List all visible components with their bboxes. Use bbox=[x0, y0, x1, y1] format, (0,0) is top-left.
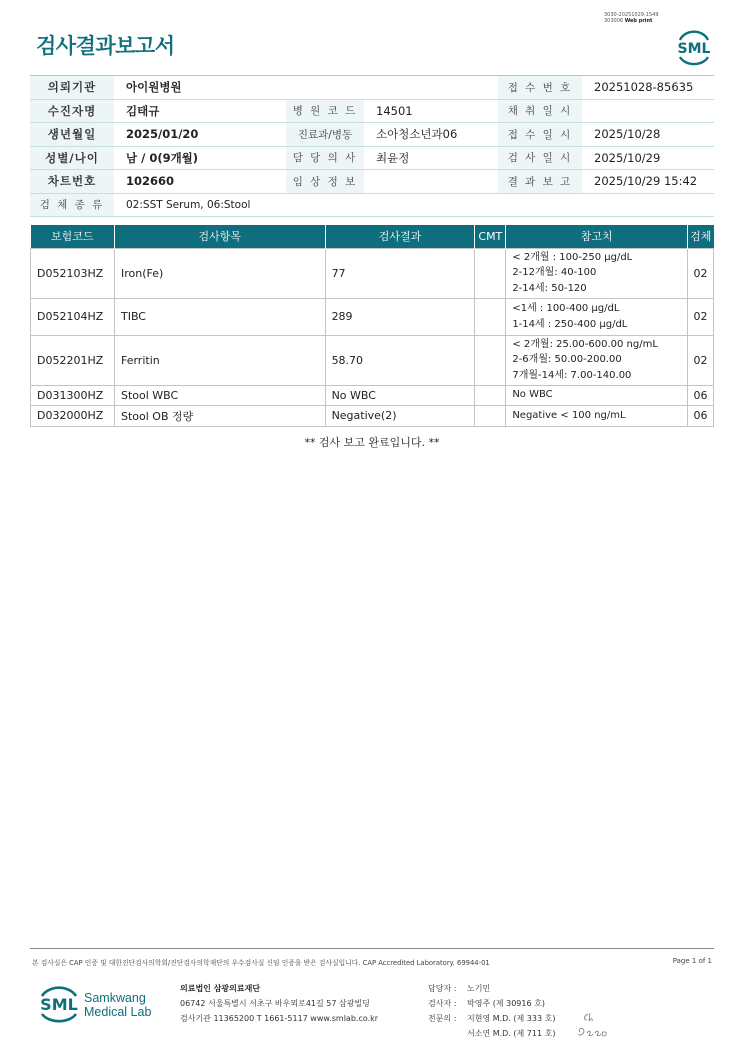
table-row bbox=[31, 385, 714, 405]
column-header-specimen: 검체 bbox=[687, 225, 713, 248]
specimen-code: 02 bbox=[687, 248, 713, 298]
reference-line: Negative < 100 ng/mL bbox=[512, 409, 626, 421]
info-value-empty bbox=[364, 76, 498, 99]
test-result: No WBC bbox=[325, 385, 475, 405]
patient-info-table bbox=[30, 75, 714, 217]
requesting-institution-value: 아이원병원 bbox=[126, 80, 182, 95]
test-result: Negative(2) bbox=[325, 405, 475, 426]
staff-label: 담당자 : bbox=[428, 984, 457, 993]
staff-line bbox=[428, 1011, 555, 1026]
patient-name-value: 김태규 bbox=[126, 103, 160, 118]
reference-line: < 2개월 : 100-250 µg/dL bbox=[512, 251, 633, 263]
reference-range bbox=[506, 385, 688, 405]
info-label: 결 과 보 고 bbox=[498, 170, 582, 193]
insurance-code: D052104HZ bbox=[31, 298, 115, 335]
specimen-code: 02 bbox=[687, 298, 713, 335]
reference-line: 1-14세 : 250-400 µg/dL bbox=[512, 318, 628, 330]
received-date-value: 2025/10/28 bbox=[594, 127, 661, 142]
reference-line: 2-6개월: 50.00-200.00 bbox=[512, 354, 622, 366]
insurance-code: D032000HZ bbox=[31, 405, 115, 426]
column-header-reference: 참고치 bbox=[506, 225, 688, 248]
comment bbox=[475, 298, 506, 335]
footer-divider bbox=[30, 948, 714, 949]
staff-name: 박영주 (제 30916 호) bbox=[467, 999, 545, 1008]
column-header-result: 검사결과 bbox=[325, 225, 475, 248]
comment bbox=[475, 248, 506, 298]
column-header-item: 검사항목 bbox=[114, 225, 325, 248]
document-code-line2: 303006 bbox=[604, 18, 624, 24]
test-item: Iron(Fe) bbox=[114, 248, 325, 298]
hospital-code-value: 14501 bbox=[376, 103, 413, 118]
sml-logo-icon bbox=[672, 26, 716, 66]
info-label: 채 취 일 시 bbox=[498, 100, 582, 123]
specimen-type-label: 검 체 종 류 bbox=[30, 194, 114, 217]
test-item: Stool OB 정량 bbox=[114, 405, 325, 426]
samkwang-logo-mark: SML bbox=[40, 995, 78, 1014]
staff-line bbox=[428, 981, 555, 996]
table-row bbox=[31, 248, 714, 298]
staff-name: 노기민 bbox=[467, 984, 491, 993]
info-label: 접 수 번 호 bbox=[498, 76, 582, 99]
sml-logo-text: SML bbox=[677, 41, 711, 57]
report-title: 검사결과보고서 bbox=[36, 34, 175, 58]
info-label: 담 당 의 사 bbox=[286, 147, 364, 170]
info-label: 진료과/병동 bbox=[286, 123, 364, 146]
info-label: 병 원 코 드 bbox=[286, 100, 364, 123]
document-code bbox=[604, 12, 659, 24]
staff-line bbox=[428, 996, 555, 1011]
results-header-row bbox=[31, 225, 714, 248]
info-label: 성별/나이 bbox=[30, 147, 114, 170]
info-label: 임 상 정 보 bbox=[286, 170, 364, 193]
test-result: 289 bbox=[325, 298, 475, 335]
document-code-line1: 3030-20251029-1549 bbox=[604, 12, 659, 18]
reference-range bbox=[506, 298, 688, 335]
results-table bbox=[30, 225, 714, 427]
samkwang-logo-icon bbox=[36, 980, 162, 1026]
reference-line: 7개월-14세: 7.00-140.00 bbox=[512, 369, 632, 381]
patient-info-row bbox=[30, 123, 714, 147]
info-label: 수진자명 bbox=[30, 100, 114, 123]
chart-number-value: 102660 bbox=[126, 174, 175, 189]
reference-line: 2-14세: 50-120 bbox=[512, 282, 587, 294]
staff-info bbox=[428, 981, 555, 1041]
patient-info-row bbox=[30, 147, 714, 171]
staff-name: 서소연 M.D. (제 711 호) bbox=[467, 1029, 556, 1038]
accession-number-value: 20251028-85635 bbox=[594, 80, 694, 95]
info-label: 검 사 일 시 bbox=[498, 147, 582, 170]
reference-line: 2-12개월: 40-100 bbox=[512, 267, 597, 279]
web-print-label: Web print bbox=[624, 18, 653, 24]
table-row bbox=[31, 405, 714, 426]
table-row bbox=[31, 335, 714, 385]
test-item: Stool WBC bbox=[114, 385, 325, 405]
staff-line bbox=[428, 1026, 555, 1041]
test-item: TIBC bbox=[114, 298, 325, 335]
specimen-code: 06 bbox=[687, 405, 713, 426]
report-complete-notice: ** 검사 보고 완료입니다. ** bbox=[304, 436, 440, 449]
insurance-code: D052201HZ bbox=[31, 335, 115, 385]
info-label-empty bbox=[286, 76, 364, 99]
accreditation-note: 본 검사실은 CAP 인증 및 대한진단검사의학회/진단검사의학재단의 우수검사실 신임 인증을 받은 검사실입니다. CAP Accredited Laboratory. 69944-01 bbox=[32, 959, 490, 967]
specimen-code: 02 bbox=[687, 335, 713, 385]
specimen-type-value: 02:SST Serum, 06:Stool bbox=[126, 198, 251, 211]
staff-label: 검사자 : bbox=[428, 999, 457, 1008]
signature-icon bbox=[576, 1010, 610, 1040]
specimen-code: 06 bbox=[687, 385, 713, 405]
birth-date-value: 2025/01/20 bbox=[126, 127, 199, 142]
collection-date-value bbox=[582, 100, 714, 123]
staff-name: 지현영 M.D. (제 333 호) bbox=[467, 1014, 556, 1023]
reference-range bbox=[506, 335, 688, 385]
logo-name-line1: Samkwang bbox=[84, 991, 146, 1005]
table-row bbox=[31, 298, 714, 335]
column-header-code: 보험코드 bbox=[31, 225, 115, 248]
reference-line: <1세 : 100-400 µg/dL bbox=[512, 303, 620, 314]
comment bbox=[475, 335, 506, 385]
insurance-code: D031300HZ bbox=[31, 385, 115, 405]
reference-range bbox=[506, 248, 688, 298]
column-header-cmt: CMT bbox=[475, 225, 506, 248]
patient-info-row bbox=[30, 76, 714, 100]
page-number: Page 1 of 1 bbox=[672, 957, 712, 965]
test-date-value: 2025/10/29 bbox=[594, 150, 661, 165]
insurance-code: D052103HZ bbox=[31, 248, 115, 298]
specimen-type-row bbox=[30, 194, 714, 218]
reference-range bbox=[506, 405, 688, 426]
patient-info-row bbox=[30, 170, 714, 194]
patient-info-row bbox=[30, 100, 714, 124]
attending-doctor-value: 최윤정 bbox=[376, 150, 410, 165]
test-result: 58.70 bbox=[325, 335, 475, 385]
comment bbox=[475, 385, 506, 405]
organization-name: 의료법인 삼광의료재단 bbox=[180, 984, 261, 993]
sex-age-value: 남 / 0(9개월) bbox=[126, 150, 199, 165]
report-datetime-value: 2025/10/29 15:42 bbox=[594, 174, 698, 189]
info-label: 생년월일 bbox=[30, 123, 114, 146]
department-value: 소아청소년과06 bbox=[376, 127, 458, 142]
test-result: 77 bbox=[325, 248, 475, 298]
organization-info bbox=[180, 981, 378, 1026]
test-item: Ferritin bbox=[114, 335, 325, 385]
clinical-info-value bbox=[364, 170, 498, 193]
organization-contact: 검사기관 11365200 T 1661-5117 www.smlab.co.kr bbox=[180, 1014, 379, 1023]
info-label: 차트번호 bbox=[30, 170, 114, 193]
logo-name-line2: Medical Lab bbox=[84, 1005, 152, 1019]
reference-line: No WBC bbox=[512, 389, 553, 401]
info-label: 의뢰기관 bbox=[30, 76, 114, 99]
comment bbox=[475, 405, 506, 426]
organization-address: 06742 서울특별시 서초구 바우뫼로41길 57 삼광빌딩 bbox=[180, 999, 370, 1008]
staff-label: 전문의 : bbox=[428, 1014, 457, 1023]
reference-line: < 2개월: 25.00-600.00 ng/mL bbox=[512, 338, 658, 350]
info-label: 접 수 일 시 bbox=[498, 123, 582, 146]
